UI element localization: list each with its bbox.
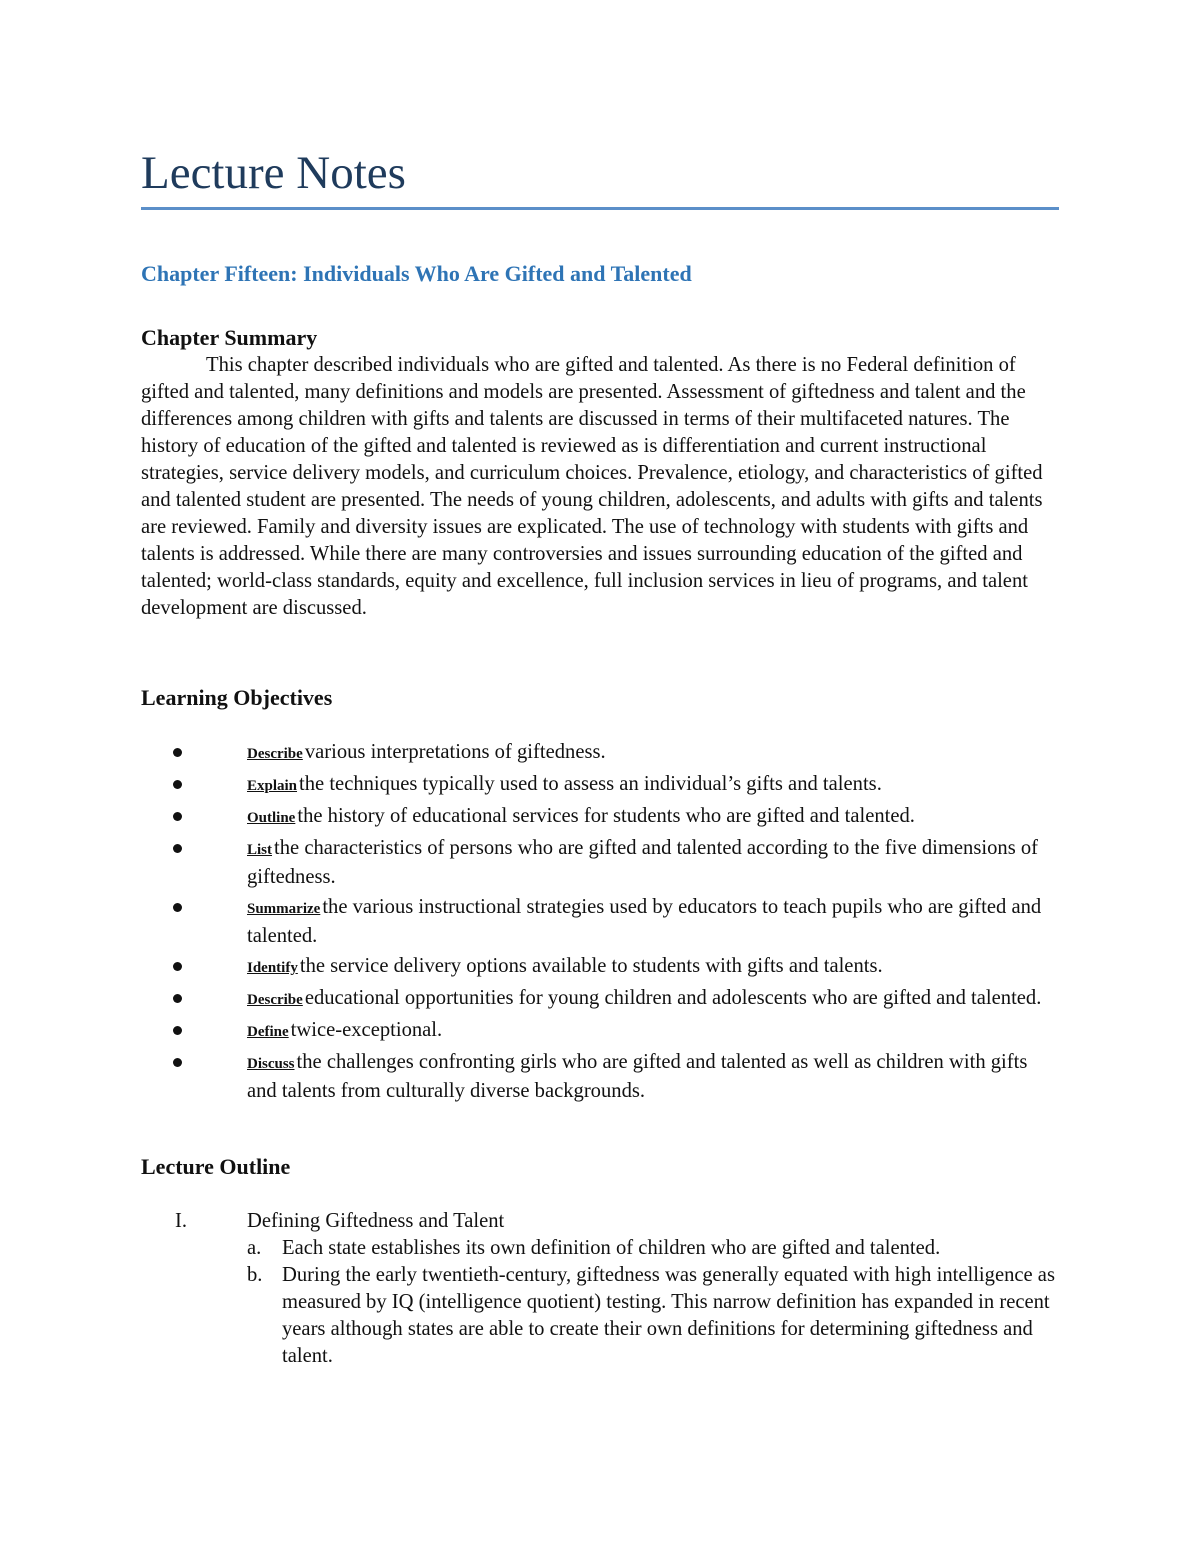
- objective-verb: Explain: [247, 778, 298, 794]
- objective-item: [141, 1017, 1059, 1046]
- objective-item: [141, 894, 1059, 950]
- chapter-summary-text: This chapter described individuals who are gifted and talented. As there is no Federal definition of gifted and talented, many definitions and models are presented. Assessment of giftedness and talent and the differences among children with gifts and talents are discussed in terms of their multifaceted natures. The history of education of the gifted and talented is reviewed as is differentiation and current instructional strategies, service delivery models, and curriculum choices. Prevalence, etiology, and characteristics of gifted and talented student are presented. The needs of young children, adolescents, and adults with gifts and talents are reviewed. Family and diversity issues are explicated. The use of technology with students with gifts and talents is addressed. While there are many controversies and issues surrounding education of the gifted and talented; world-class standards, equity and excellence, full inclusion services in lieu of programs, and talent development are discussed.: [141, 354, 1043, 619]
- learning-objectives-heading: Learning Objectives: [141, 685, 333, 710]
- objective-text: the service delivery options available to students with gifts and talents.: [299, 955, 883, 977]
- objective-text: the history of educational services for students who are gifted and talented.: [297, 805, 915, 827]
- outline-point-letter: b.: [247, 1264, 263, 1286]
- objective-item: [141, 803, 1059, 832]
- outline-point-text: Each state establishes its own definition of children who are gifted and talented.: [282, 1237, 941, 1259]
- objective-item: [141, 985, 1059, 1014]
- bullet-icon: [173, 903, 182, 912]
- bullet-icon: [173, 994, 182, 1003]
- objective-item: [141, 739, 1059, 768]
- objective-text: the various instructional strategies used by educators to teach pupils who are gifted and talented.: [247, 896, 1042, 947]
- objective-text: the characteristics of persons who are gifted and talented according to the five dimensions of giftedness.: [247, 837, 1039, 888]
- objective-text: various interpretations of giftedness.: [304, 741, 606, 763]
- objective-text: educational opportunities for young children and adolescents who are gifted and talented.: [304, 987, 1042, 1009]
- outline-point-text: During the early twentieth-century, giftedness was generally equated with high intelligence as measured by IQ (intelligence quotient) testing. This narrow definition has expanded in recent years although states are able to create their own definitions for determining giftedness and talent.: [282, 1264, 1055, 1367]
- bullet-icon: [173, 1058, 182, 1067]
- outline-point: [141, 1262, 1059, 1370]
- objective-item: [141, 953, 1059, 982]
- outline-section: [141, 1208, 1059, 1235]
- bullet-icon: [173, 812, 182, 821]
- objective-verb: Describe: [247, 746, 303, 762]
- objective-verb: Outline: [247, 810, 296, 826]
- objective-text: the techniques typically used to assess an individual’s gifts and talents.: [299, 773, 882, 795]
- objective-text: twice-exceptional.: [290, 1019, 443, 1041]
- objective-verb: Summarize: [247, 901, 321, 917]
- document-title: Lecture Notes: [141, 147, 406, 199]
- lecture-outline: [141, 1208, 1059, 1370]
- bullet-icon: [173, 1026, 182, 1035]
- objective-text: the challenges confronting girls who are gifted and talented as well as children with gifts and talents from culturally diverse backgrounds.: [247, 1051, 1028, 1102]
- objective-verb: List: [247, 842, 273, 858]
- chapter-summary-heading: Chapter Summary: [141, 325, 318, 350]
- bullet-icon: [173, 844, 182, 853]
- outline-point: [141, 1235, 1059, 1262]
- objective-verb: Discuss: [247, 1056, 295, 1072]
- objective-verb: Define: [247, 1024, 289, 1040]
- bullet-icon: [173, 962, 182, 971]
- objective-item: [141, 835, 1059, 891]
- bullet-icon: [173, 780, 182, 789]
- outline-points-list: [141, 1235, 1059, 1370]
- lecture-outline-heading: Lecture Outline: [141, 1154, 291, 1179]
- learning-objectives-list: [141, 739, 1059, 1108]
- chapter-title: Chapter Fifteen: Individuals Who Are Gifted and Talented: [141, 261, 692, 286]
- outline-point-letter: a.: [247, 1237, 262, 1259]
- objective-item: [141, 1049, 1059, 1105]
- outline-section-title: Defining Giftedness and Talent: [247, 1210, 505, 1232]
- objective-verb: Describe: [247, 992, 303, 1008]
- bullet-icon: [173, 748, 182, 757]
- outline-numeral: I.: [175, 1210, 188, 1232]
- title-underline-rule: [141, 207, 1059, 210]
- objective-item: [141, 771, 1059, 800]
- objective-verb: Identify: [247, 960, 298, 976]
